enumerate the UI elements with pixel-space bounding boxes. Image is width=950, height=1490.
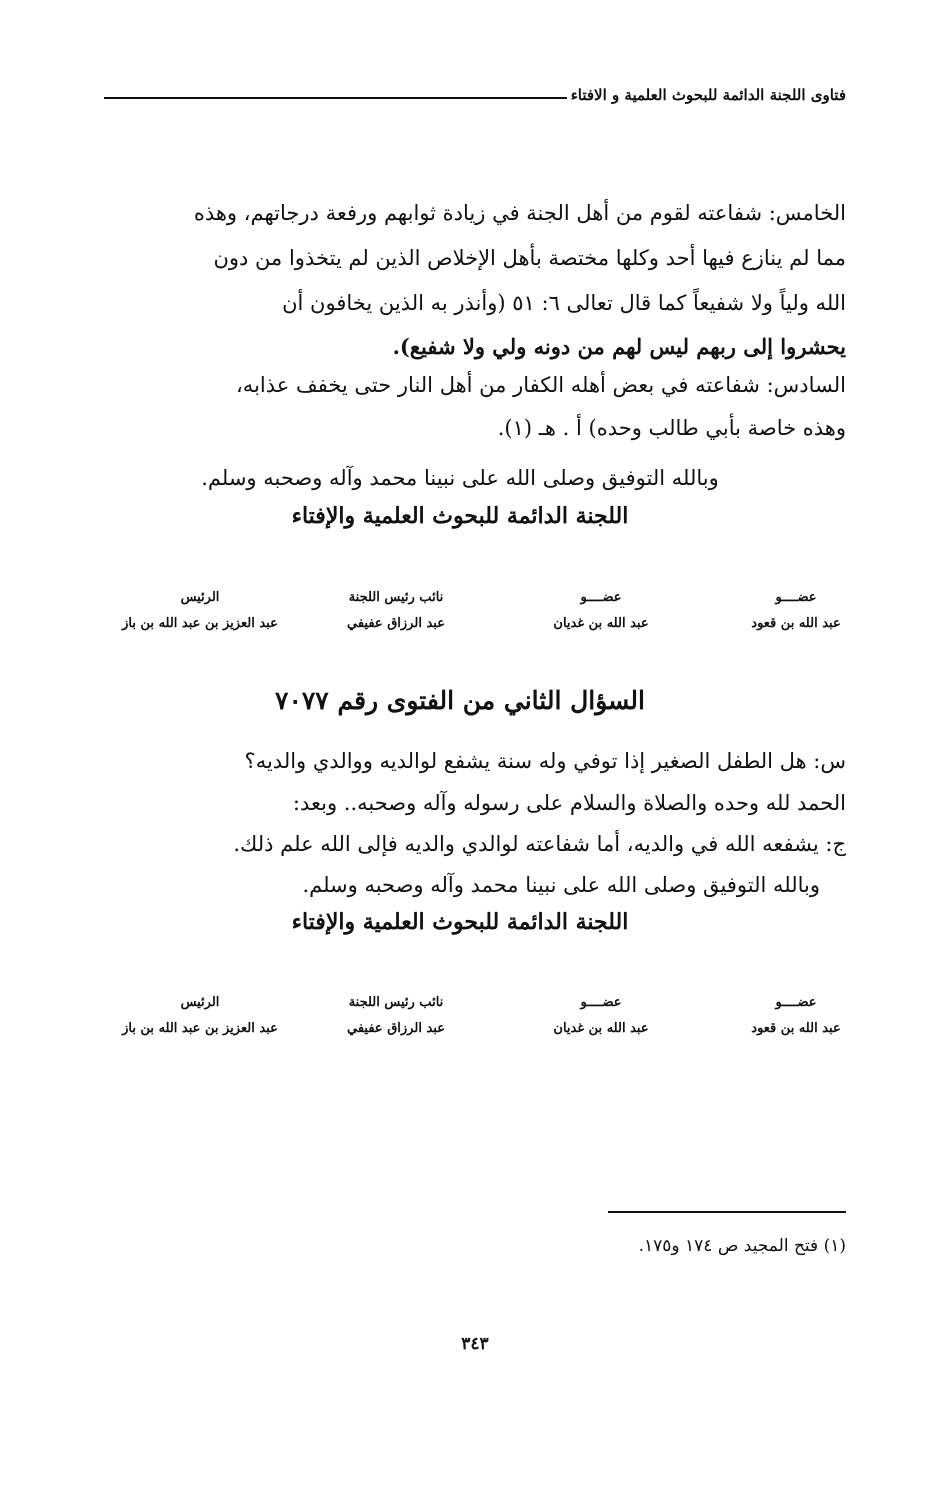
- signature-name: عبد الله بن قعود: [751, 616, 841, 631]
- signature-vice-chairman: [321, 590, 471, 631]
- signatures-block-2: [104, 995, 846, 1055]
- praise-line: الحمد لله وحده والصلاة والسلام على رسوله وآله وصحبه.. وبعد:: [292, 791, 846, 815]
- signature-name: عبد الله بن غديان: [553, 616, 649, 631]
- signature-member-1: [746, 995, 846, 1036]
- header-rule: [104, 97, 567, 99]
- signature-role: نائب رئيس اللجنة: [348, 995, 444, 1010]
- signature-name: عبد الله بن قعود: [751, 1021, 841, 1036]
- signature-role: الرئيس: [180, 995, 220, 1010]
- footnote-rule: [608, 1211, 846, 1213]
- signature-name: عبد الرزاق عفيفي: [347, 1021, 445, 1036]
- signature-role: عضــــو: [775, 590, 817, 605]
- signature-role: الرئيس: [180, 590, 220, 605]
- body-line-6: وهذه خاصة بأبي طالب وحده) أ . هـ (١).: [497, 416, 846, 440]
- body-line-5: السادس: شفاعته في بعض أهله الكفار من أهل النار حتى يخفف عذابه،: [236, 373, 846, 397]
- committee-name-1: اللجنة الدائمة للبحوث العلمية والإفتاء: [291, 503, 629, 529]
- signature-role: عضــــو: [775, 995, 817, 1010]
- question-line: س: هل الطفل الصغير إذا توفي وله سنة يشفع لوالديه ووالدي والديه؟: [244, 749, 846, 773]
- signatures-block-1: [104, 590, 846, 650]
- body-line-2: مما لم ينازع فيها أحد وكلها مختصة بأهل الإخلاص الذين لم يتخذوا من دون: [213, 246, 846, 270]
- closing-prayer-2: وبالله التوفيق وصلى الله على نبينا محمد وآله وصحبه وسلم.: [302, 873, 820, 897]
- signature-chairman: [100, 590, 300, 631]
- footnote: (١) فتح المجيد ص ١٧٤ و١٧٥.: [638, 1236, 846, 1256]
- signature-member-2: [526, 995, 676, 1036]
- signature-vice-chairman: [321, 995, 471, 1036]
- answer-line: ج: يشفعه الله في والديه، أما شفاعته لوالدي والديه فإلى الله علم ذلك.: [233, 832, 846, 856]
- body-line-4: يحشروا إلى ربهم ليس لهم من دونه ولي ولا شفيع).: [392, 334, 846, 359]
- signature-role: نائب رئيس اللجنة: [348, 590, 444, 605]
- signature-name: عبد العزيز بن عبد الله بن باز: [122, 1021, 278, 1036]
- committee-name-2: اللجنة الدائمة للبحوث العلمية والإفتاء: [291, 909, 629, 935]
- signature-name: عبد الله بن غديان: [553, 1021, 649, 1036]
- body-line-1: الخامس: شفاعته لقوم من أهل الجنة في زيادة ثوابهم ورفعة درجاتهم، وهذه: [193, 201, 846, 225]
- signature-member-2: [526, 590, 676, 631]
- signature-role: عضــــو: [580, 590, 622, 605]
- signature-chairman: [100, 995, 300, 1036]
- running-header: [104, 86, 846, 104]
- header-title: فتاوى اللجنة الدائمة للبحوث العلمية و الافتاء: [570, 86, 846, 104]
- body-line-3: الله ولياً ولا شفيعاً كما قال تعالى ٦: ٥١ (وأنذر به الذين يخافون أن: [282, 291, 846, 315]
- fatwa-heading: السؤال الثاني من الفتوى رقم ٧٠٧٧: [275, 686, 645, 715]
- page-number: ٣٤٣: [461, 1334, 489, 1354]
- signature-role: عضــــو: [580, 995, 622, 1010]
- signature-name: عبد الرزاق عفيفي: [347, 616, 445, 631]
- closing-prayer-1: وبالله التوفيق وصلى الله على نبينا محمد وآله وصحبه وسلم.: [201, 466, 719, 490]
- signature-name: عبد العزيز بن عبد الله بن باز: [122, 616, 278, 631]
- signature-member-1: [746, 590, 846, 631]
